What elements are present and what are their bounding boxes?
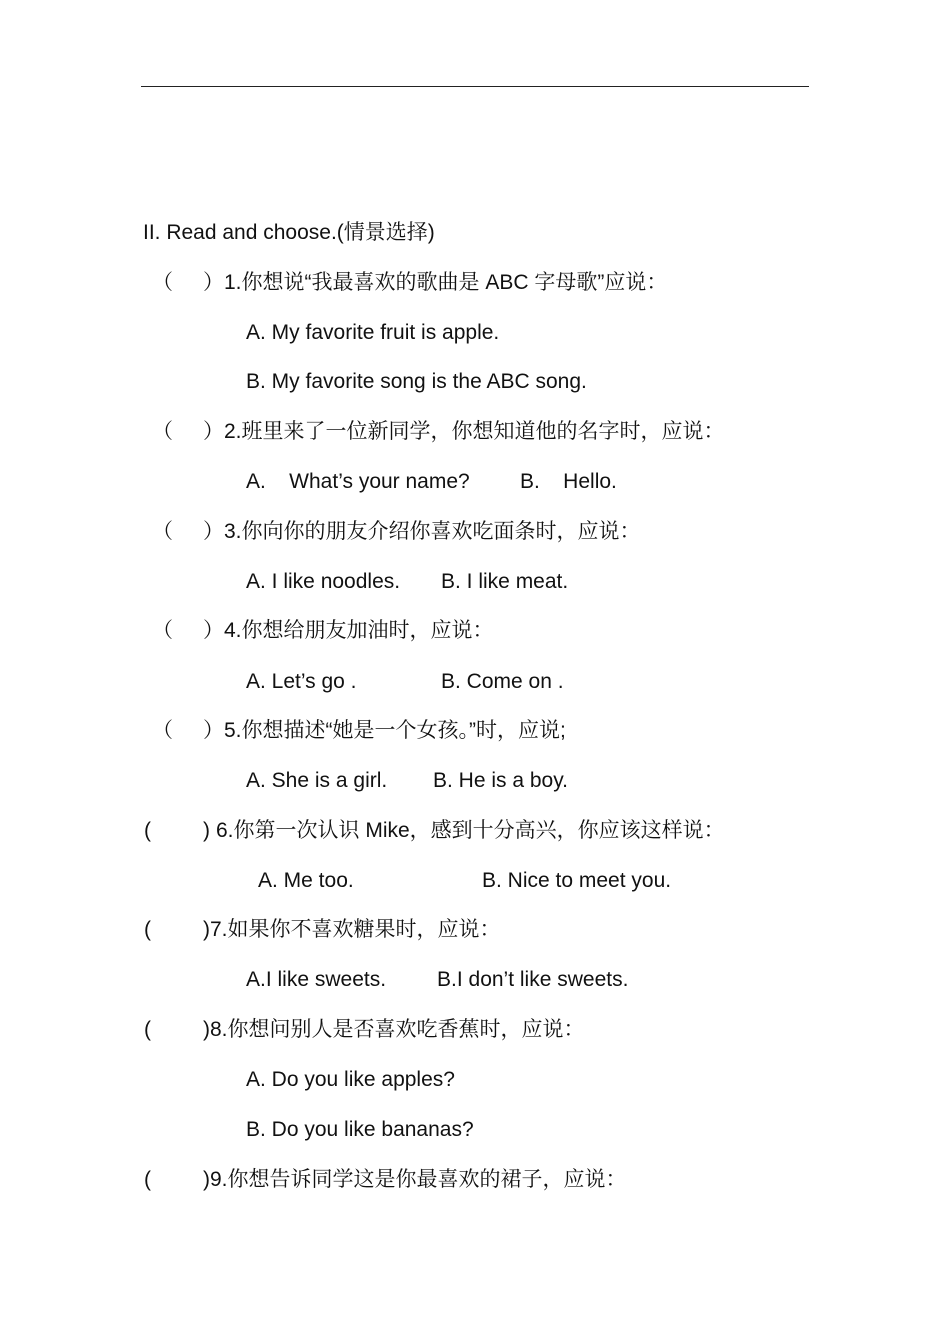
question-3-option-a: A. I like noodles. [246,570,401,593]
question-5 [152,717,566,745]
question-3 [152,518,641,546]
question-prompt: 1.你想说“我最喜欢的歌曲是 ABC 字母歌”应说： [224,271,668,294]
answer-paren-close: ) [203,1018,210,1041]
question-1 [152,269,667,297]
question-prompt: 4.你想给朋友加油时，应说： [224,619,494,642]
answer-paren-close: ） [203,520,224,543]
question-prompt: 9.你想告诉同学这是你最喜欢的裙子，应说： [210,1168,627,1191]
answer-paren-open: ( [144,819,151,842]
question-prompt: 3.你向你的朋友介绍你喜欢吃面条时，应说： [224,520,641,543]
question-9 [144,1166,627,1194]
answer-paren-close: ) [203,918,210,941]
answer-paren-open: （ [152,271,173,294]
question-7-option-a: A.I like sweets. [246,968,387,991]
answer-paren-open: ( [144,1168,151,1191]
question-7 [144,916,501,944]
answer-paren-close: ） [203,719,224,742]
question-8-option-b: B. Do you like bananas? [246,1118,474,1141]
question-5-option-a: A. She is a girl. [246,769,388,792]
question-1-option-a: A. My favorite fruit is apple. [246,321,500,344]
question-4-option-a: A. Let’s go . [246,670,357,693]
answer-paren-close: ） [203,619,224,642]
answer-paren-close: ） [203,271,224,294]
question-4 [152,617,494,645]
answer-paren-open: （ [152,420,173,443]
question-4-option-b: B. Come on . [441,670,564,693]
question-2-option-b: B. Hello. [520,470,617,493]
answer-paren-close: ） [203,420,224,443]
question-1-option-b: B. My favorite song is the ABC song. [246,370,587,393]
question-6-option-b: B. Nice to meet you. [482,869,672,892]
question-6 [144,817,725,845]
section-title: II. Read and choose.(情景选择) [143,221,435,244]
answer-paren-open: （ [152,719,173,742]
question-5-option-b: B. He is a boy. [433,769,569,792]
header-rule [141,86,809,87]
question-8-option-a: A. Do you like apples? [246,1068,455,1091]
question-2-option-a: A. What’s your name? [246,470,470,493]
answer-paren-close: ) [203,819,210,842]
answer-paren-open: （ [152,520,173,543]
question-prompt: 5.你想描述“她是一个女孩。”时，应说; [224,719,566,742]
answer-paren-open: ( [144,918,151,941]
answer-paren-close: ) [203,1168,210,1191]
answer-paren-open: （ [152,619,173,642]
question-prompt: 7.如果你不喜欢糖果时，应说： [210,918,501,941]
question-prompt: 6.你第一次认识 Mike，感到十分高兴，你应该这样说： [216,819,725,842]
question-6-option-a: A. Me too. [258,869,354,892]
question-prompt: 8.你想问别人是否喜欢吃香蕉时，应说： [210,1018,585,1041]
question-3-option-b: B. I like meat. [441,570,569,593]
answer-paren-open: ( [144,1018,151,1041]
question-8 [144,1016,585,1044]
question-prompt: 2.班里来了一位新同学，你想知道他的名字时，应说： [224,420,725,443]
question-2 [152,418,725,446]
question-7-option-b: B.I don’t like sweets. [437,968,629,991]
